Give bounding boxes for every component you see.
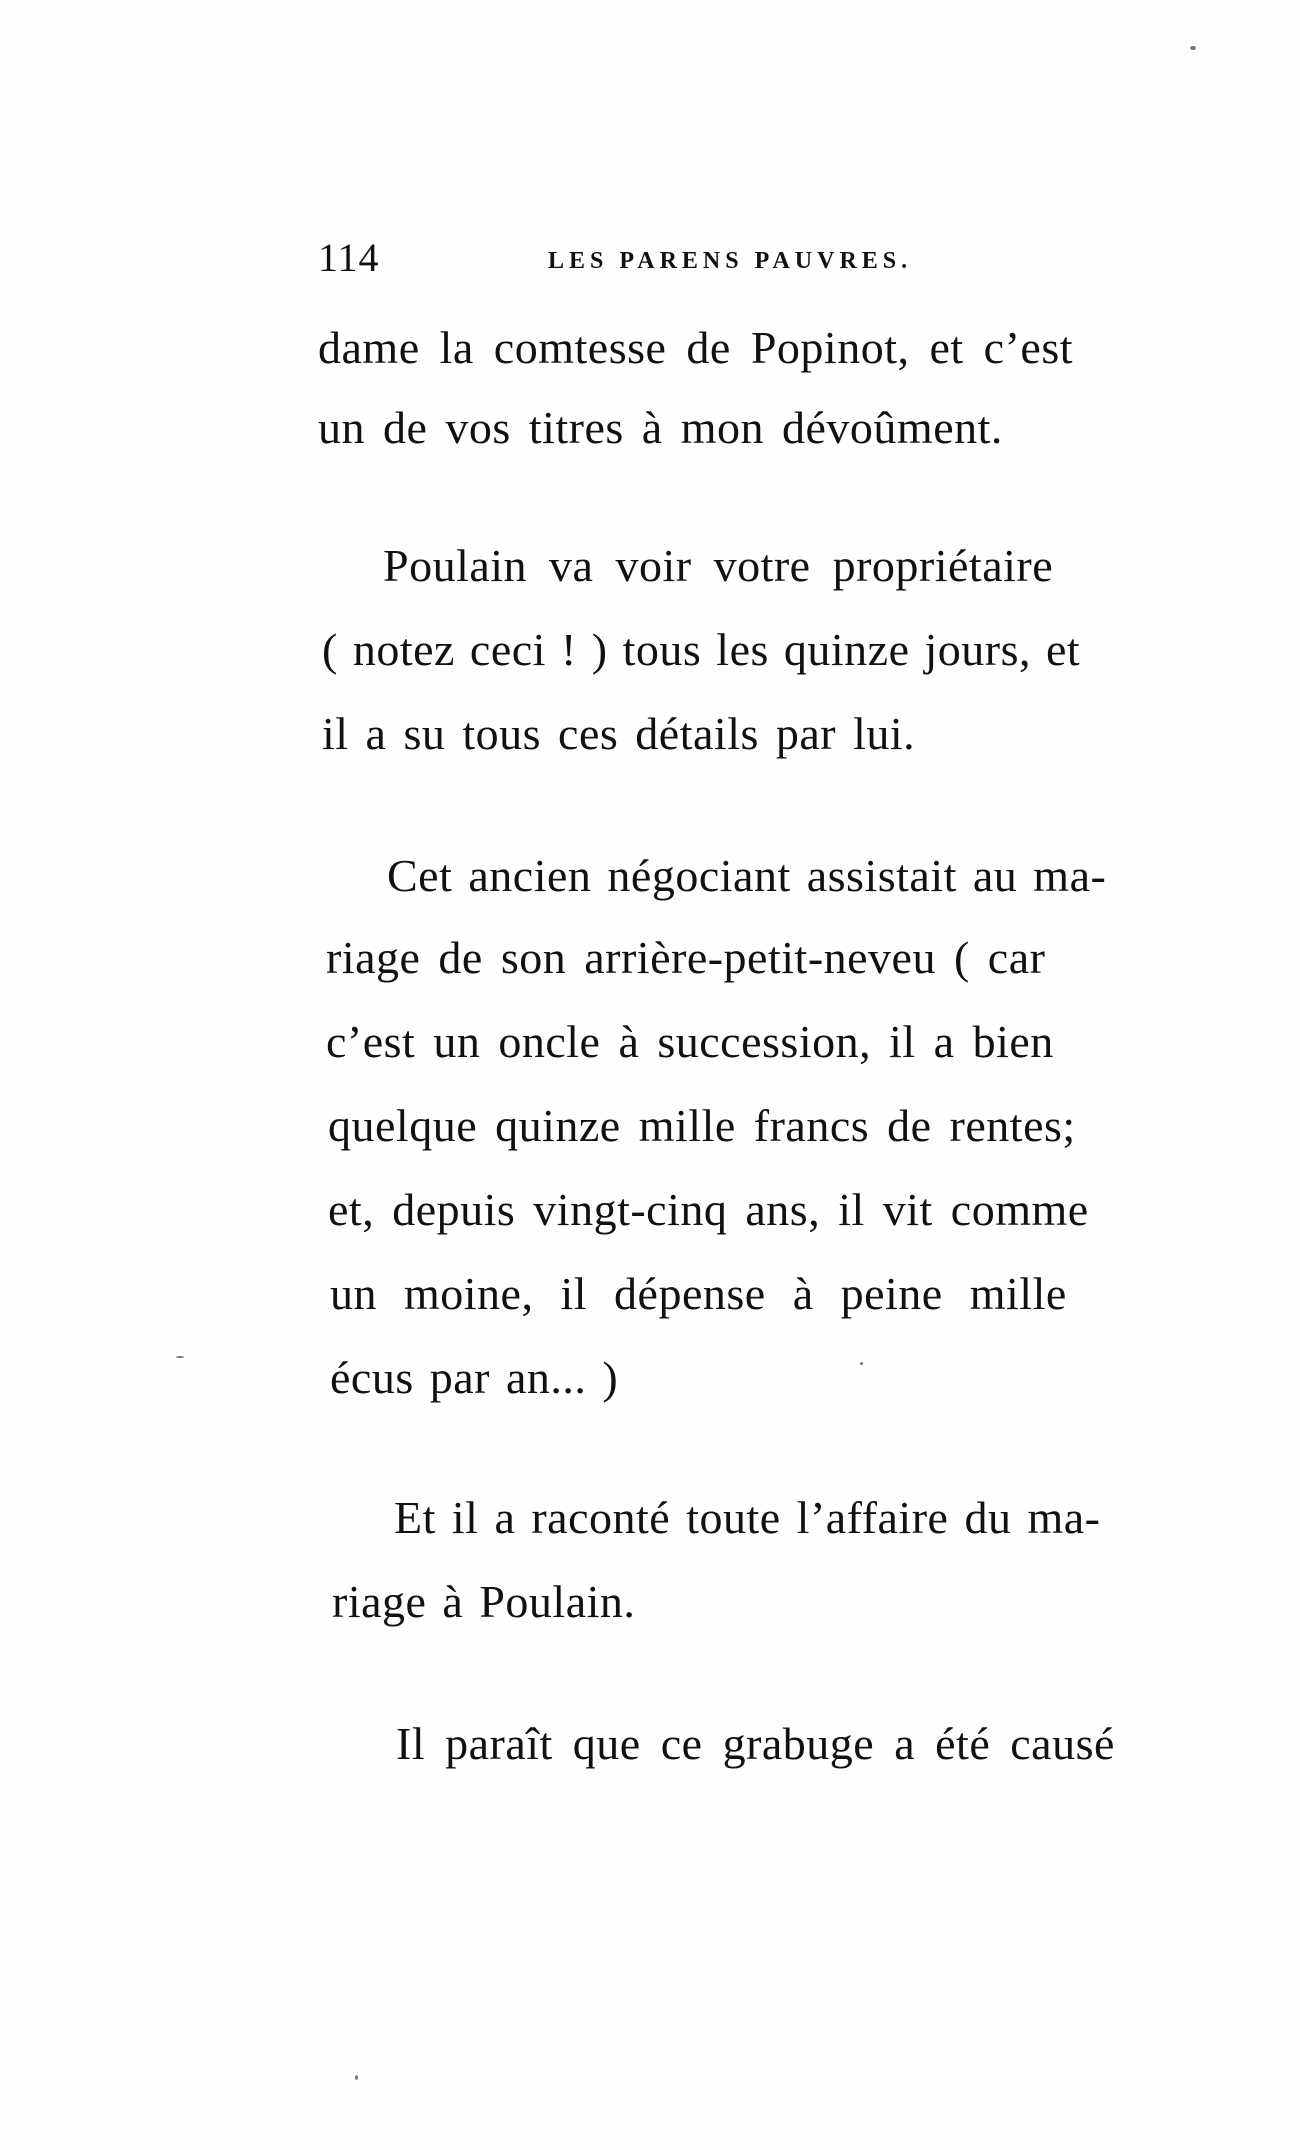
page-number: 114 bbox=[318, 235, 380, 280]
text-line: Et il a raconté toute l’affaire du ma- bbox=[394, 1492, 1101, 1543]
running-title: LES PARENS PAUVRES. bbox=[548, 248, 913, 274]
text-line: riage de son arrière-petit-neveu ( car bbox=[326, 932, 1046, 983]
text-line: quelque quinze mille francs de rentes; bbox=[328, 1100, 1076, 1151]
text-line: Poulain va voir votre propriétaire bbox=[383, 540, 1054, 591]
text-line: dame la comtesse de Popinot, et c’est bbox=[318, 322, 1074, 373]
paper-speck bbox=[176, 1356, 184, 1358]
paper-speck bbox=[860, 1362, 863, 1365]
text-line: écus par an... ) bbox=[330, 1352, 619, 1403]
text-line: Il paraît que ce grabuge a été causé bbox=[396, 1718, 1115, 1769]
running-head bbox=[318, 235, 998, 280]
text-line: Cet ancien négociant assistait au ma- bbox=[387, 850, 1107, 901]
text-line: un moine, il dépense à peine mille bbox=[330, 1268, 1067, 1319]
text-line: un de vos titres à mon dévoûment. bbox=[318, 402, 1003, 453]
paper-speck bbox=[1190, 46, 1196, 50]
text-line: il a su tous ces détails par lui. bbox=[322, 708, 916, 759]
text-line: c’est un oncle à succession, il a bien bbox=[326, 1016, 1054, 1067]
text-line: riage à Poulain. bbox=[332, 1576, 636, 1627]
text-line: ( notez ceci ! ) tous les quinze jours, et bbox=[322, 624, 1081, 675]
text-line: et, depuis vingt-cinq ans, il vit comme bbox=[328, 1184, 1089, 1235]
paper-speck bbox=[355, 2075, 358, 2080]
